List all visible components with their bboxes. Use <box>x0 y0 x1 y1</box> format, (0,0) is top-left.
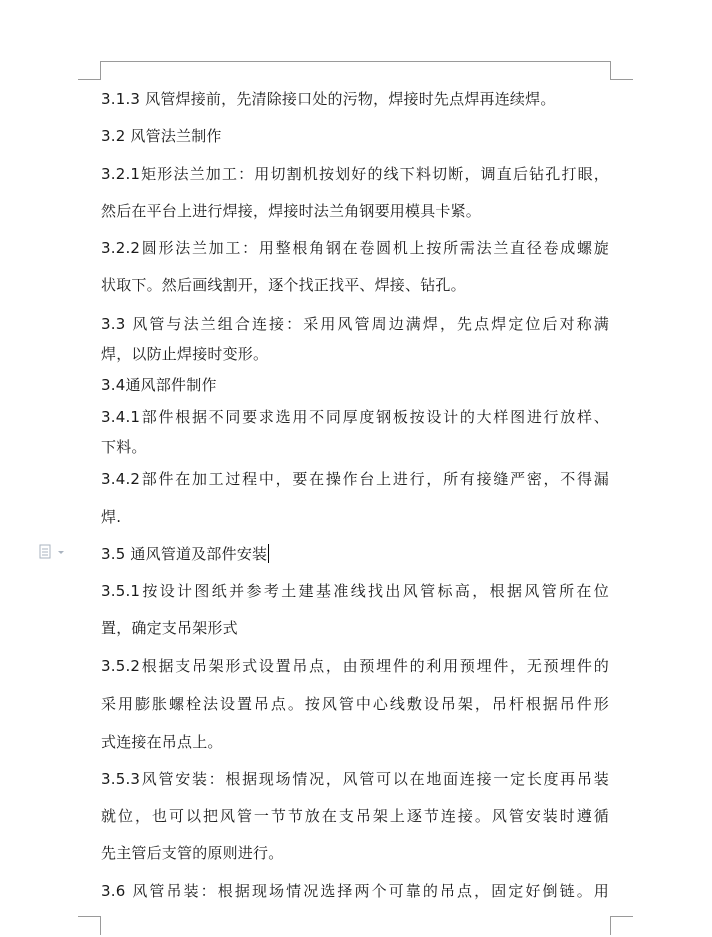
section-heading[interactable]: 3.4通风部件制作 <box>101 376 217 394</box>
text-cursor <box>268 544 269 563</box>
section-heading[interactable]: 3.5 通风管道及部件安装 <box>101 545 268 563</box>
text-line[interactable]: 焊，以防止焊接时变形。 <box>101 345 269 363</box>
text-line[interactable]: 就位，也可以把风管一节节放在支吊架上逐节连接。风管安装时遵循 <box>101 807 609 825</box>
page-number-fragment <box>336 929 376 937</box>
page-top-border <box>100 61 610 62</box>
text-line[interactable]: 式连接在吊点上。 <box>101 733 223 751</box>
text-line[interactable]: 焊. <box>101 508 122 526</box>
section-heading[interactable]: 3.2 风管法兰制作 <box>101 127 222 145</box>
text-line[interactable]: 3.3 风管与法兰组合连接：采用风管周边满焊，先点焊定位后对称满 <box>101 315 609 333</box>
text-line[interactable]: 3.6 风管吊装：根据现场情况选择两个可靠的吊点，固定好倒链。用 <box>101 882 609 900</box>
text-line[interactable]: 3.5.1按设计图纸并参考土建基准线找出风管标高，根据风管所在位 <box>101 582 609 600</box>
text-line[interactable]: 3.1.3 风管焊接前，先清除接口处的污物，焊接时先点焊再连续焊。 <box>101 90 556 108</box>
text-line[interactable]: 下料。 <box>101 438 147 456</box>
text-line[interactable]: 3.5.3风管安装：根据现场情况，风管可以在地面连接一定长度再吊装 <box>101 770 609 788</box>
text-line[interactable]: 3.5.2根据支吊架形式设置吊点，由预埋件的利用预埋件，无预埋件的 <box>101 657 609 675</box>
text-line[interactable]: 然后在平台上进行焊接，焊接时法兰角钢要用模具卡紧。 <box>101 202 482 220</box>
margin-corner-top-left <box>78 61 101 80</box>
margin-corner-bottom-right <box>610 916 633 935</box>
text-line[interactable]: 3.4.2部件在加工过程中，要在操作台上进行，所有接缝严密，不得漏 <box>101 470 609 488</box>
margin-corner-top-right <box>610 61 633 80</box>
text-line[interactable]: 3.2.1矩形法兰加工：用切割机按划好的线下料切断，调直后钻孔打眼， <box>101 165 609 183</box>
text-line[interactable]: 置，确定支吊架形式 <box>101 619 238 637</box>
text-line[interactable]: 状取下。然后画线割开，逐个找正找平、焊接、钻孔。 <box>101 276 466 294</box>
section-heading-with-cursor[interactable] <box>101 544 269 564</box>
text-line[interactable]: 3.4.1部件根据不同要求选用不同厚度钢板按设计的大样图进行放样、 <box>101 408 609 426</box>
margin-corner-bottom-left <box>78 916 101 935</box>
text-line[interactable]: 3.2.2圆形法兰加工：用整根角钢在卷圆机上按所需法兰直径卷成螺旋 <box>101 239 609 257</box>
text-line[interactable]: 采用膨胀螺栓法设置吊点。按风管中心线敷设吊架，吊杆根据吊件形 <box>101 695 609 713</box>
paragraph-menu-icon[interactable] <box>39 544 69 560</box>
text-line[interactable]: 先主管后支管的原则进行。 <box>101 844 284 862</box>
